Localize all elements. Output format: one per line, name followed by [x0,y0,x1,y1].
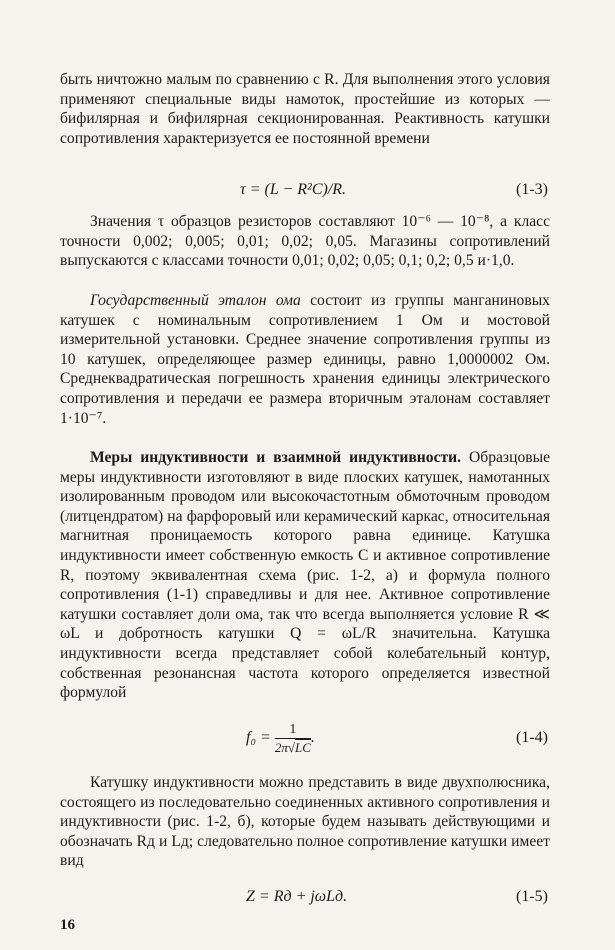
section-heading-inductance: Меры индуктивности и взаимной индуктивности. [90,449,462,466]
paragraph-4 [60,448,550,703]
paragraph-4-rest: Образцовые меры индуктивности изготовляют в виде плоских катушек, намотанных изолированным проводом или высокочастотным обмоточным проводом (литцендратом) на фарфоровый или керамический каркас, относительная магнитная проницаемость которого равна единице. Катушка индуктивности имеет собственную емкость C и активное сопротивление R, поэтому эквивалентная схема (рис. 1-2, а) и формула полного сопротивления (1-1) справедливы и для нее. Активное сопротивление катушки составляет доли ома, так что всегда выполняется условие R ≪ ωL и добротность катушки Q = ωL/R значительна. Катушка индуктивности всегда представляет собой колебательный контур, собственная резонансная частота которого определяется известной формулой [60,449,550,702]
equation-1-5-formula: Z = Rд + jωLд. [246,888,348,905]
equation-1-4-numerator: 1 [275,721,311,739]
equation-1-4-denominator-prefix: 2π [274,740,288,755]
page-number: 16 [60,917,75,933]
equation-1-5 [60,888,550,916]
equation-1-4-tail: . [310,729,315,747]
equation-1-3-number: (1-3) [516,181,548,198]
equation-1-4-number: (1-4) [516,729,548,746]
paragraph-2-block [60,212,550,271]
equation-1-4-lhs: f₀ = [246,729,271,747]
equation-1-4-formula [246,721,315,756]
equation-1-4-denominator: 2π√LC [274,740,311,755]
paragraph-3-italic-lead: Государственный эталон ома [90,292,301,309]
equation-1-4-radicand: LC [294,740,311,755]
equation-1-3 [60,181,550,209]
equation-1-5-number: (1-5) [516,888,548,905]
paragraph-2: Значения τ образцов резисторов составляют 10⁻⁶ — 10⁻⁸, а класс точности 0,002; 0,005; 0,01; 0,02; 0,05. Магазины сопротивлений выпускаются с классами точности 0,01; 0,02; 0,05; 0,1; 0,2; 0,5 и·1,0. [60,213,550,270]
paragraph-5: Катушку индуктивности можно представить в виде двухполюсника, состоящего из последовательно соединенных активного сопротивления и индуктивности (рис. 1-2, б), которые будем называть действующими и обозначать Rд и Lд; следовательно полное сопротивление катушки имеет вид [60,774,550,870]
equation-1-3-formula: τ = (L − R²C)/R. [240,181,347,198]
equation-1-4-fraction [275,721,311,756]
paragraph-1-block [60,70,550,148]
paragraph-3-rest: состоит из группы манганиновых катушек с номинальным сопротивлением 1 Ом и мостовой измерительной установки. Среднее значение сопротивления группы из 10 катушек, определяющее размер единицы, равно 1,0000002 Ом. Среднеквадратическая погрешность хранения единицы электрического сопротивления и передачи ее размера вторичным эталонам составляет 1·10⁻⁷. [60,292,550,427]
paragraph-4-block [60,448,550,703]
paragraph-1: быть ничтожно малым по сравнению с R. Для выполнения этого условия применяют специальные виды намоток, простейшие из которых — бифилярная и бифилярная секционированная. Реактивность катушки сопротивления характеризуется ее постоянной времени [60,71,550,147]
paragraph-3 [60,291,550,428]
paragraph-3-block [60,291,550,428]
paragraph-5-block [60,773,550,871]
equation-1-4 [60,719,550,759]
